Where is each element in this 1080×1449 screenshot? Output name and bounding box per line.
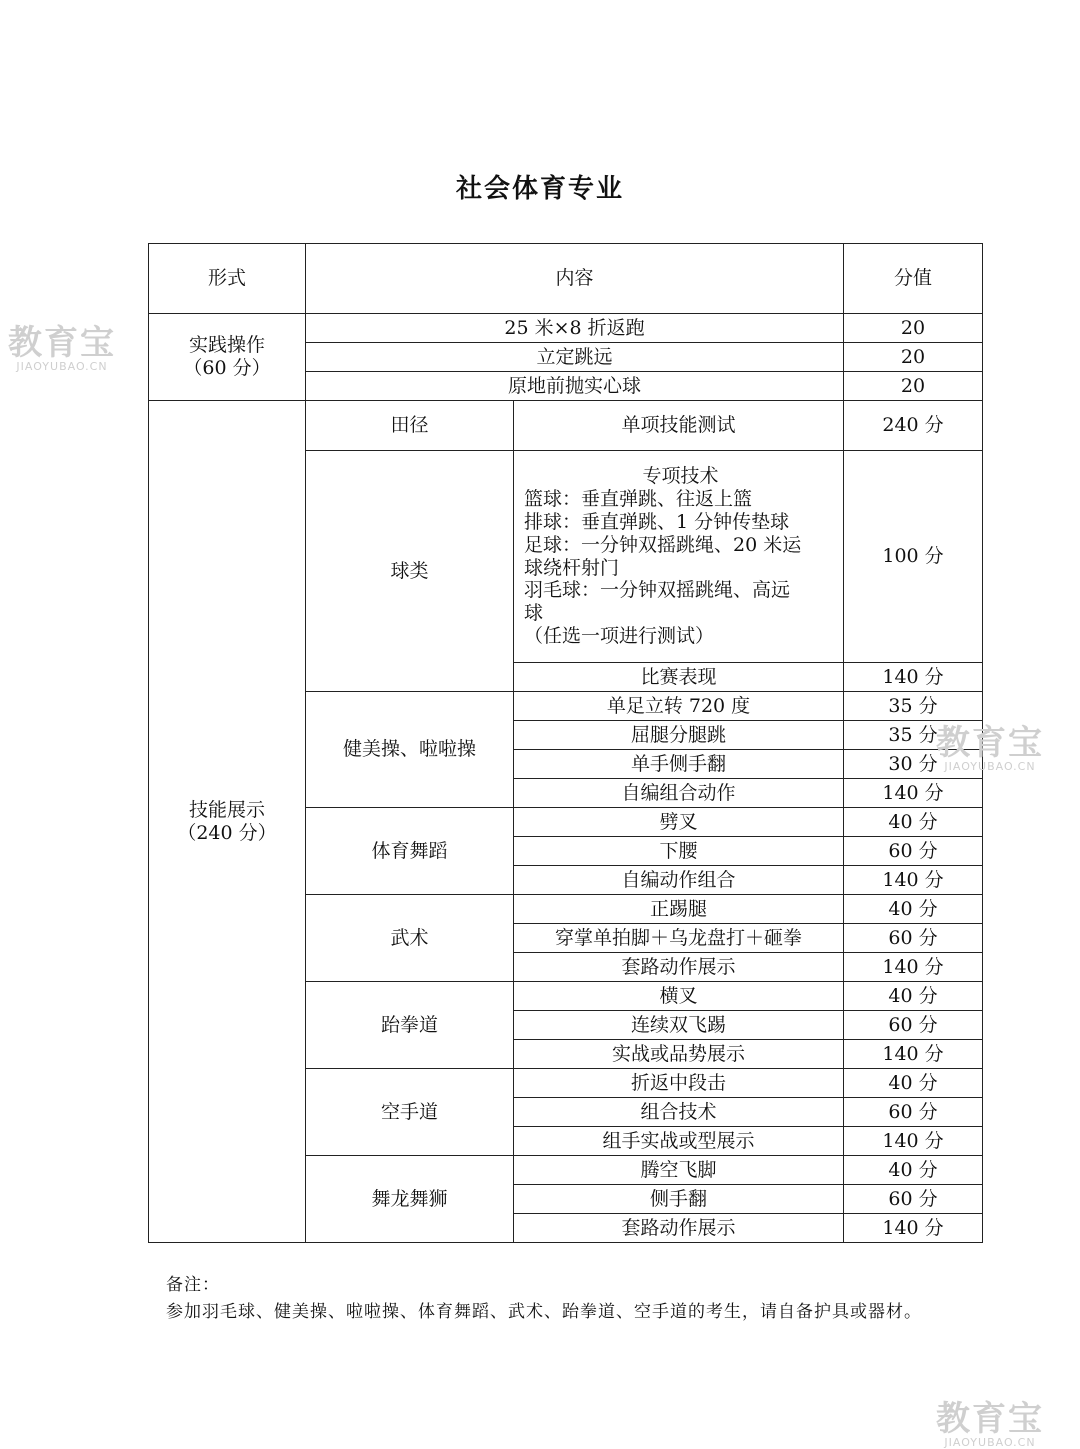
item-cell: 套路动作展示 — [514, 953, 844, 982]
item-cell: 组合技术 — [514, 1098, 844, 1127]
practical-label: 实践操作 — [188, 334, 265, 357]
ball-line: 排球：垂直弹跳、1 分钟传垫球 — [524, 510, 790, 533]
practical-item: 25 米×8 折返跑 — [306, 314, 844, 343]
score-cell: 40 分 — [844, 895, 983, 924]
page-title: 社会体育专业 — [455, 174, 624, 204]
category-cell: 球类 — [306, 451, 514, 692]
notes-label: 备注： — [166, 1275, 220, 1295]
ball-line: 足球：一分钟双摇跳绳、20 米运 — [524, 533, 802, 556]
practical-score: 20 — [844, 314, 983, 343]
skills-label-cell — [149, 401, 306, 1243]
notes-text: 参加羽毛球、健美操、啦啦操、体育舞蹈、武术、跆拳道、空手道的考生，请自备护具或器材。 — [166, 1302, 922, 1323]
item-cell: 单足立转 720 度 — [514, 692, 844, 721]
header-score: 分值 — [844, 244, 983, 314]
table-header-row — [149, 244, 983, 314]
score-cell: 140 分 — [844, 953, 983, 982]
item-cell: 劈叉 — [514, 808, 844, 837]
ball-technique-cell — [514, 451, 844, 663]
item-cell: 单手侧手翻 — [514, 750, 844, 779]
score-cell: 60 分 — [844, 924, 983, 953]
ball-technique-title: 专项技术 — [642, 465, 719, 488]
score-cell: 60 分 — [844, 1098, 983, 1127]
item-cell: 比赛表现 — [514, 663, 844, 692]
skills-points: （240 分） — [177, 821, 277, 844]
category-cell: 田径 — [306, 401, 514, 451]
watermark-brand: 教育宝 — [8, 323, 116, 363]
item-cell: 自编动作组合 — [514, 866, 844, 895]
score-cell: 40 分 — [844, 1069, 983, 1098]
practical-score: 20 — [844, 372, 983, 401]
category-cell: 空手道 — [306, 1069, 514, 1156]
score-cell: 40 分 — [844, 808, 983, 837]
score-cell: 140 分 — [844, 663, 983, 692]
item-cell: 正踢腿 — [514, 895, 844, 924]
watermark-url: JIAOYUBAO.CN — [944, 760, 1036, 773]
practical-score: 20 — [844, 343, 983, 372]
category-cell: 体育舞蹈 — [306, 808, 514, 895]
score-cell: 40 分 — [844, 1156, 983, 1185]
ball-line: 羽毛球：一分钟双摇跳绳、高远 — [524, 579, 791, 602]
table-row — [149, 401, 983, 451]
watermark — [936, 723, 1044, 773]
item-cell: 单项技能测试 — [514, 401, 844, 451]
item-cell: 套路动作展示 — [514, 1214, 844, 1243]
notes — [166, 1272, 946, 1326]
watermark-brand: 教育宝 — [936, 723, 1044, 763]
category-cell: 健美操、啦啦操 — [306, 692, 514, 808]
skills-label: 技能展示 — [188, 798, 265, 821]
watermark — [8, 323, 116, 373]
score-cell: 60 分 — [844, 837, 983, 866]
item-cell: 连续双飞踢 — [514, 1011, 844, 1040]
practical-item: 原地前抛实心球 — [306, 372, 844, 401]
score-table — [148, 243, 983, 1243]
ball-line: 球绕杆射门 — [524, 556, 620, 579]
score-cell: 140 分 — [844, 866, 983, 895]
score-cell: 35 分 — [844, 721, 983, 750]
score-cell: 35 分 — [844, 692, 983, 721]
category-cell: 武术 — [306, 895, 514, 982]
item-cell: 自编组合动作 — [514, 779, 844, 808]
item-cell: 下腰 — [514, 837, 844, 866]
ball-line: （任选一项进行测试） — [524, 624, 715, 647]
score-cell: 40 分 — [844, 982, 983, 1011]
score-cell: 140 分 — [844, 1127, 983, 1156]
score-cell: 240 分 — [844, 401, 983, 451]
item-cell: 穿掌单拍脚＋乌龙盘打＋砸拳 — [514, 924, 844, 953]
item-cell: 侧手翻 — [514, 1185, 844, 1214]
score-cell: 140 分 — [844, 1214, 983, 1243]
score-cell: 60 分 — [844, 1185, 983, 1214]
practical-points: （60 分） — [183, 357, 271, 379]
ball-line: 篮球：垂直弹跳、往返上篮 — [524, 488, 753, 511]
score-cell: 100 分 — [844, 451, 983, 663]
score-cell: 30 分 — [844, 750, 983, 779]
category-cell: 舞龙舞狮 — [306, 1156, 514, 1243]
header-content: 内容 — [306, 244, 844, 314]
item-cell: 实战或品势展示 — [514, 1040, 844, 1069]
ball-line: 球 — [524, 602, 544, 625]
practical-label-cell — [149, 314, 306, 401]
score-cell: 140 分 — [844, 779, 983, 808]
header-form: 形式 — [149, 244, 306, 314]
item-cell: 横叉 — [514, 982, 844, 1011]
item-cell: 腾空飞脚 — [514, 1156, 844, 1185]
score-cell: 140 分 — [844, 1040, 983, 1069]
item-cell: 屈腿分腿跳 — [514, 721, 844, 750]
practical-item: 立定跳远 — [306, 343, 844, 372]
score-cell: 60 分 — [844, 1011, 983, 1040]
table-row — [149, 314, 983, 343]
item-cell: 折返中段击 — [514, 1069, 844, 1098]
item-cell: 组手实战或型展示 — [514, 1127, 844, 1156]
watermark — [936, 1399, 1044, 1449]
watermark-url: JIAOYUBAO.CN — [16, 360, 108, 373]
category-cell: 跆拳道 — [306, 982, 514, 1069]
watermark-url: JIAOYUBAO.CN — [944, 1436, 1036, 1449]
watermark-brand: 教育宝 — [936, 1399, 1044, 1439]
